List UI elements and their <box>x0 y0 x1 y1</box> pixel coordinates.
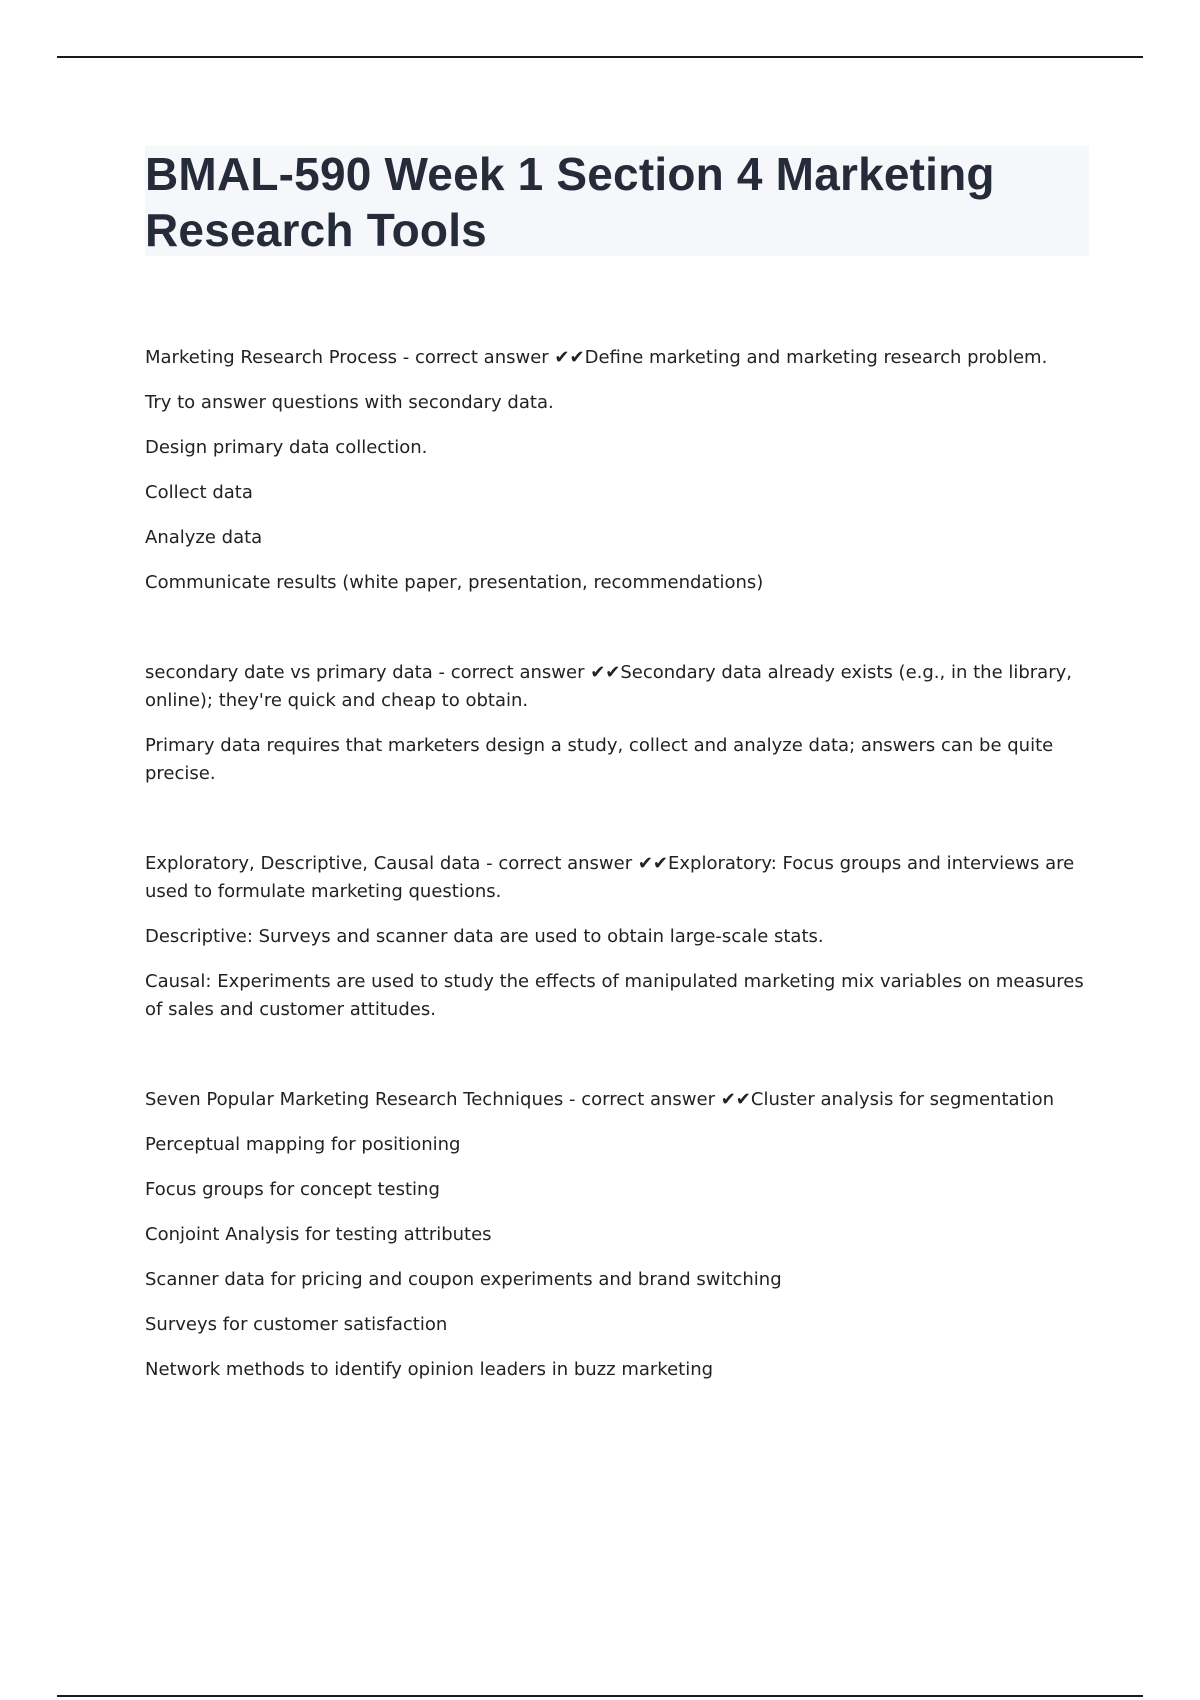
section-line: Try to answer questions with secondary data. <box>145 392 554 413</box>
section-line: Causal: Experiments are used to study the effects of manipulated marketing mix variables on measures of sales and customer attitudes. <box>145 971 1084 1020</box>
section-line: Analyze data <box>145 527 263 548</box>
bottom-rule <box>57 1695 1143 1697</box>
section-line: Conjoint Analysis for testing attributes <box>145 1224 492 1245</box>
section-line: Network methods to identify opinion leaders in buzz marketing <box>145 1359 714 1380</box>
section-line: Perceptual mapping for positioning <box>145 1134 461 1155</box>
section-line: Exploratory, Descriptive, Causal data - correct answer ✔✔Exploratory: Focus groups and interviews are used to formulate marketing questions. <box>145 853 1075 902</box>
section-line: Primary data requires that marketers design a study, collect and analyze data; answers can be quite precise. <box>145 735 1054 784</box>
title-box <box>145 146 1089 256</box>
section-line: Design primary data collection. <box>145 437 428 458</box>
qa-section-exploratory-descriptive-causal <box>145 850 1085 1024</box>
top-rule <box>57 56 1143 58</box>
section-line: Descriptive: Surveys and scanner data are used to obtain large-scale stats. <box>145 926 824 947</box>
section-line: Marketing Research Process - correct answer ✔✔Define marketing and marketing research problem. <box>145 347 1048 368</box>
qa-section-seven-techniques <box>145 1086 1085 1384</box>
section-line: Surveys for customer satisfaction <box>145 1314 448 1335</box>
document-title: BMAL-590 Week 1 Section 4 Marketing Research Tools <box>145 148 995 256</box>
section-line: Communicate results (white paper, presentation, recommendations) <box>145 572 764 593</box>
section-line: Focus groups for concept testing <box>145 1179 440 1200</box>
section-line: Scanner data for pricing and coupon experiments and brand switching <box>145 1269 782 1290</box>
document-body <box>145 344 1085 1384</box>
section-line: secondary date vs primary data - correct answer ✔✔Secondary data already exists (e.g., in the library, online); they're quick and cheap to obtain. <box>145 662 1072 711</box>
section-line: Seven Popular Marketing Research Techniques - correct answer ✔✔Cluster analysis for segmentation <box>145 1089 1055 1110</box>
qa-section-marketing-research-process <box>145 344 1085 597</box>
section-line: Collect data <box>145 482 253 503</box>
qa-section-secondary-vs-primary <box>145 659 1085 788</box>
